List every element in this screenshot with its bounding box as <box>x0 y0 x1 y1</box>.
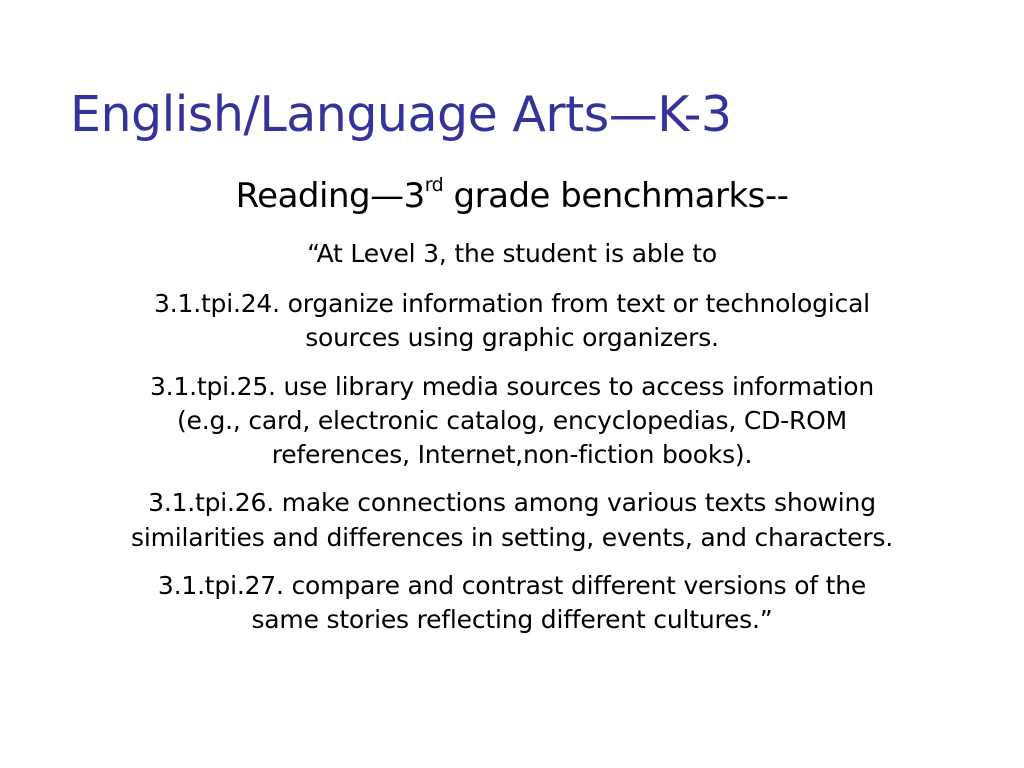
slide-content <box>40 173 984 651</box>
subtitle-suffix: grade benchmarks-- <box>443 176 789 216</box>
benchmark-line: 3.1.tpi.27. compare and contrast different versions of the <box>157 570 867 600</box>
benchmark-paragraph <box>40 569 984 638</box>
benchmark-line: 3.1.tpi.24. organize information from text or technological <box>154 289 870 319</box>
benchmark-paragraph <box>40 370 984 473</box>
benchmark-line: references, Internet,non-fiction books). <box>271 440 753 470</box>
benchmark-line: 3.1.tpi.25. use library media sources to access information <box>149 371 875 401</box>
slide-subtitle <box>40 173 984 217</box>
benchmark-line: 3.1.tpi.26. make connections among various texts showing <box>148 488 876 518</box>
intro-text: “At Level 3, the student is able to <box>307 238 717 268</box>
subtitle-prefix: Reading—3 <box>235 176 425 216</box>
benchmark-line: similarities and differences in setting, events, and characters. <box>131 522 893 552</box>
subtitle-superscript: rd <box>424 173 444 196</box>
benchmark-paragraph <box>40 287 984 356</box>
benchmark-line: same stories reflecting different cultures.” <box>251 605 773 635</box>
benchmark-line: (e.g., card, electronic catalog, encyclopedias, CD-ROM <box>176 405 847 435</box>
slide-title: English/Language Arts—K-3 <box>70 86 732 143</box>
benchmark-paragraph <box>40 486 984 555</box>
benchmark-line: sources using graphic organizers. <box>305 323 719 353</box>
